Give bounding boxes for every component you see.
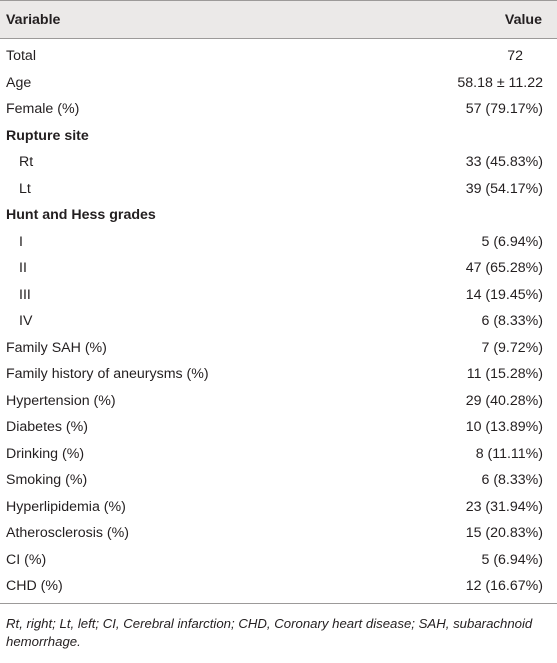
table-row xyxy=(0,573,557,603)
table-row xyxy=(0,547,557,574)
table-row xyxy=(0,308,557,335)
section-row xyxy=(0,202,557,229)
value-cell xyxy=(373,202,557,229)
table-header xyxy=(0,1,557,39)
variable-cell: Drinking (%) xyxy=(6,445,85,462)
variable-cell: Hyperlipidemia (%) xyxy=(6,498,126,515)
table-row xyxy=(0,149,557,176)
value-cell: 47 (65.28%) xyxy=(465,260,543,277)
value-cell: 6 (8.33%) xyxy=(481,472,543,489)
section-label: Rupture site xyxy=(6,127,89,144)
table-body xyxy=(0,39,557,604)
section-label: Hunt and Hess grades xyxy=(6,207,156,224)
table-row xyxy=(0,361,557,388)
value-cell: 39 (54.17%) xyxy=(465,180,543,197)
value-cell: 57 (79.17%) xyxy=(465,101,543,118)
value-cell xyxy=(373,123,557,150)
value-cell: 11 (15.28%) xyxy=(466,366,543,383)
column-header-value: Value xyxy=(373,1,557,39)
header-row xyxy=(0,1,557,39)
value-cell: 5 (6.94%) xyxy=(481,233,543,250)
column-header-variable: Variable xyxy=(0,1,373,39)
value-cell: 15 (20.83%) xyxy=(465,525,543,542)
value-cell: 33 (45.83%) xyxy=(465,154,543,171)
variable-cell: Diabetes (%) xyxy=(6,419,89,436)
variable-cell: CI (%) xyxy=(6,551,47,568)
variable-cell: Total xyxy=(6,48,36,65)
value-cell: 6 (8.33%) xyxy=(481,313,543,330)
table-row xyxy=(0,441,557,468)
value-cell: 14 (19.45%) xyxy=(465,286,543,303)
table-footnote: Rt, right; Lt, left; CI, Cerebral infarction; CHD, Coronary heart disease; SAH, subarachnoid hemorrhage. xyxy=(6,615,533,649)
table-row xyxy=(0,176,557,203)
table-row xyxy=(0,414,557,441)
table-row xyxy=(0,96,557,123)
table-row xyxy=(0,229,557,256)
value-cell: 12 (16.67%) xyxy=(373,573,557,603)
variable-cell: CHD (%) xyxy=(0,573,373,603)
variable-cell: Family history of aneurysms (%) xyxy=(6,366,209,383)
value-cell: 5 (6.94%) xyxy=(481,551,543,568)
table-row xyxy=(0,282,557,309)
table-row xyxy=(0,494,557,521)
variable-cell: Hypertension (%) xyxy=(6,392,116,409)
value-cell: 10 (13.89%) xyxy=(465,419,543,436)
variable-cell: III xyxy=(19,286,31,303)
variable-cell: Rt xyxy=(19,154,34,171)
table-row xyxy=(0,520,557,547)
section-row xyxy=(0,123,557,150)
table-row xyxy=(0,467,557,494)
variable-cell: Lt xyxy=(19,180,31,197)
variable-cell: IV xyxy=(19,313,33,330)
variable-cell: II xyxy=(19,260,27,277)
variable-cell: I xyxy=(19,233,23,250)
table-row xyxy=(0,70,557,97)
variable-cell: Atherosclerosis (%) xyxy=(6,525,129,542)
variable-cell: Age xyxy=(6,74,32,91)
variable-cell: Smoking (%) xyxy=(6,472,88,489)
value-cell: 72 xyxy=(507,48,523,65)
table-row xyxy=(0,255,557,282)
value-cell: 29 (40.28%) xyxy=(465,392,543,409)
value-cell: 7 (9.72%) xyxy=(481,339,543,356)
variable-cell: Female (%) xyxy=(6,101,80,118)
value-cell: 58.18 ± 11.22 xyxy=(457,74,543,91)
value-cell: 23 (31.94%) xyxy=(465,498,543,515)
table-row xyxy=(0,335,557,362)
table-row xyxy=(0,388,557,415)
value-cell: 8 (11.11%) xyxy=(475,445,543,462)
variable-cell: Family SAH (%) xyxy=(6,339,107,356)
table-row xyxy=(0,39,557,70)
